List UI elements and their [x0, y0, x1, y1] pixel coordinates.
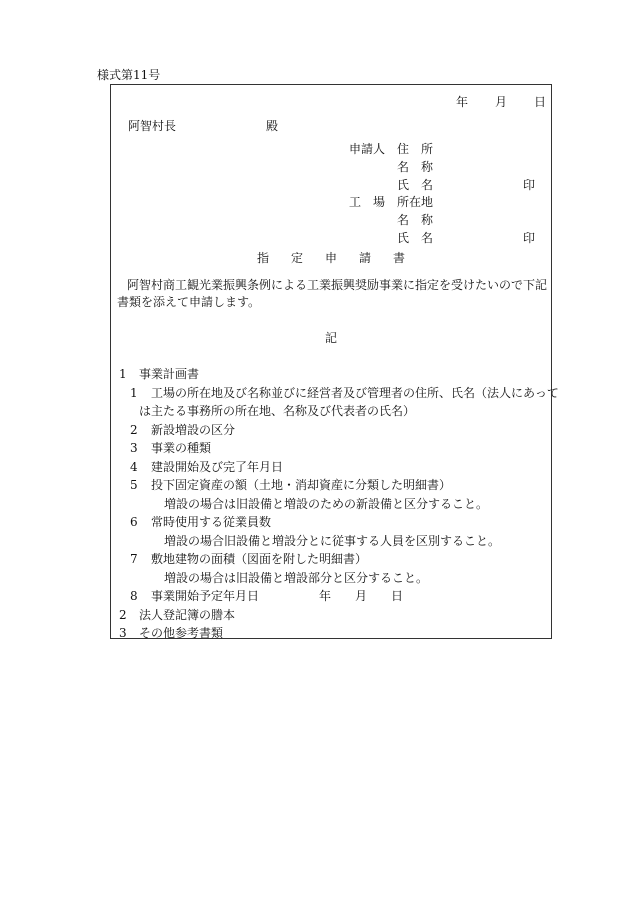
- list-item: [115, 532, 549, 551]
- list-item-text: 事業計画書: [139, 367, 200, 381]
- intro-paragraph: 阿智村商工観光業振興条例による工業振興奨励事業に指定を受けたいので下記書類を添えて申請します。: [117, 278, 548, 309]
- ki-heading: 記: [324, 331, 337, 345]
- factory-name-label: 名 称: [397, 213, 434, 227]
- list-item-text: 増設の場合旧設備と増設分とに従事する人員を区別すること。: [164, 533, 501, 548]
- application-form: [110, 84, 559, 640]
- list-item: [115, 402, 549, 421]
- list-item: [115, 458, 549, 477]
- applicant-name-label: 名 称: [397, 160, 434, 174]
- list-item-text: 工場の所在地及び名称並びに経営者及び管理者の住所、氏名（法人にあって: [151, 385, 559, 400]
- list-item-text: 常時使用する従業員数: [151, 515, 272, 529]
- list-item-text: 増設の場合は旧設備と増設のための新設備と区分すること。: [164, 496, 489, 511]
- list-item-text: 事業開始予定年月日 年 月 日: [151, 589, 404, 603]
- list-item-text: 法人登記簿の謄本: [139, 607, 236, 622]
- list-item-number: 7: [130, 552, 138, 566]
- list-item-number: 1: [130, 385, 138, 400]
- list-item: [115, 606, 549, 625]
- list-item: [115, 384, 559, 403]
- list-item-text: は主たる事務所の所在地、名称及び代表者の氏名）: [139, 404, 416, 418]
- applicant-address-label: 住 所: [397, 142, 434, 156]
- applicant-seal: 印: [522, 178, 535, 192]
- list-item-number: 8: [130, 589, 138, 603]
- recipient-name: 阿智村長: [128, 119, 177, 133]
- date-day: 日: [533, 95, 546, 109]
- title-char: 指: [256, 251, 269, 265]
- list-item-text: 増設の場合は旧設備と増設部分と区分すること。: [164, 570, 429, 585]
- list-item-text: 事業の種類: [151, 441, 212, 455]
- factory-seal: 印: [522, 231, 535, 245]
- applicant-group-label: 申請人: [349, 142, 386, 156]
- list-item-number: 5: [130, 478, 138, 492]
- title-char: 書: [393, 251, 406, 265]
- applicant-person-label: 氏 名: [397, 178, 434, 192]
- list-item-number: 2: [119, 607, 127, 622]
- date-line: [456, 94, 546, 110]
- title-char: 請: [359, 251, 372, 265]
- list-item-number: 3: [130, 441, 138, 455]
- date-year: 年: [456, 95, 469, 109]
- list-item: [115, 513, 549, 532]
- list-item: [115, 439, 549, 458]
- list-item: [115, 365, 549, 384]
- list-item: [115, 587, 549, 606]
- list-item-text: 新設増設の区分: [151, 422, 236, 437]
- title-char: 定: [290, 251, 303, 265]
- list-item-text: 投下固定資産の額（土地・消却資産に分類した明細書）: [151, 478, 452, 492]
- list-item: [115, 421, 549, 440]
- factory-location-label: 所在地: [397, 195, 434, 209]
- list-item: [115, 550, 549, 569]
- factory-person-label: 氏 名: [397, 231, 434, 245]
- list-item: [115, 624, 549, 643]
- attachment-list: [115, 365, 559, 643]
- list-item-number: 6: [130, 515, 138, 529]
- recipient-honorific: 殿: [266, 119, 279, 133]
- date-month: 月: [494, 95, 507, 109]
- list-item-number: 1: [119, 367, 127, 381]
- list-item-number: 2: [130, 422, 138, 437]
- title-char: 申: [324, 251, 337, 265]
- list-item-number: 3: [119, 626, 127, 640]
- list-item-text: 敷地建物の面積（図面を附した明細書）: [151, 552, 368, 566]
- document-title: [111, 250, 551, 266]
- list-item-number: 4: [130, 459, 138, 474]
- list-item: [115, 495, 549, 514]
- list-item-text: 建設開始及び完了年月日: [151, 459, 284, 474]
- form-number: 様式第11号: [97, 68, 161, 82]
- list-item: [115, 569, 549, 588]
- factory-group-label: 工 場: [349, 195, 386, 209]
- list-item-text: その他参考書類: [139, 626, 224, 640]
- list-item: [115, 476, 549, 495]
